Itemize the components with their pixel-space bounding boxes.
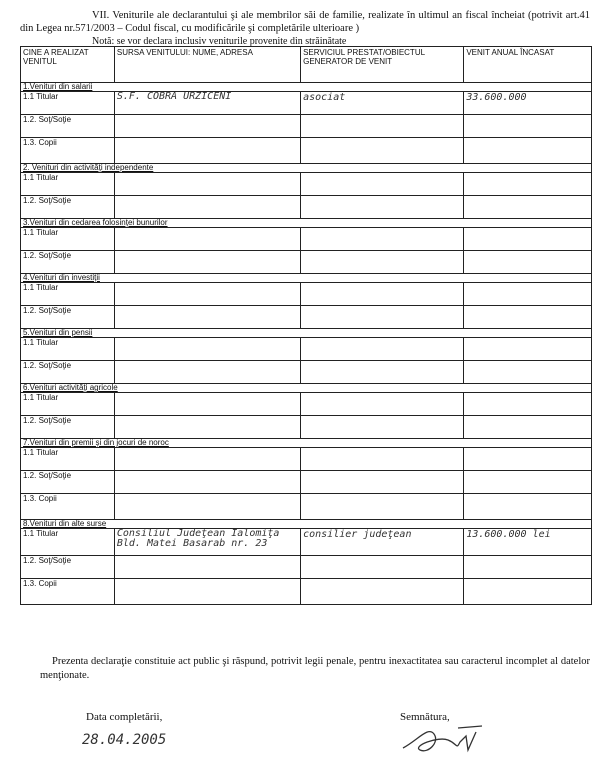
row-source — [114, 416, 300, 439]
row-who: 1.1 Titular — [21, 448, 115, 471]
row-service — [301, 338, 464, 361]
table-row — [21, 173, 592, 196]
section-title: 6.Venituri activităţi agricole — [21, 384, 592, 393]
row-source — [114, 556, 300, 579]
row-service — [301, 416, 464, 439]
table-row — [21, 393, 592, 416]
note-text: Notă: se vor declara inclusiv veniturile provenite din străinătate — [92, 36, 347, 47]
row-who: 1.1 Titular — [21, 393, 115, 416]
table-row — [21, 579, 592, 605]
row-source — [114, 228, 300, 251]
row-who: 1.2. Soţ/Soţie — [21, 196, 115, 219]
section-title: 8.Venituri din alte surse — [21, 520, 592, 529]
row-source — [114, 393, 300, 416]
table-row — [21, 494, 592, 520]
row-amount — [464, 579, 592, 605]
row-amount — [464, 115, 592, 138]
row-amount — [464, 494, 592, 520]
row-source — [114, 283, 300, 306]
row-service — [301, 228, 464, 251]
row-source — [114, 338, 300, 361]
table-row — [21, 92, 592, 115]
col-header-who: CINE A REALIZAT VENITUL — [21, 47, 115, 83]
row-who: 1.2. Soţ/Soţie — [21, 251, 115, 274]
row-service — [301, 306, 464, 329]
table-row — [21, 556, 592, 579]
row-who: 1.1 Titular — [21, 283, 115, 306]
row-service — [301, 196, 464, 219]
table-row — [21, 529, 592, 556]
service-text: asociat — [303, 92, 346, 103]
table-row — [21, 361, 592, 384]
row-amount — [464, 228, 592, 251]
row-who: 1.2. Soţ/Soţie — [21, 556, 115, 579]
col-header-source: SURSA VENITULUI: NUME, ADRESA — [114, 47, 300, 83]
row-amount — [464, 173, 592, 196]
row-who: 1.2. Soţ/Soţie — [21, 416, 115, 439]
row-amount — [464, 138, 592, 164]
table-row — [21, 251, 592, 274]
row-service — [301, 494, 464, 520]
row-who: 1.3. Copii — [21, 494, 115, 520]
row-amount — [464, 448, 592, 471]
row-amount — [464, 361, 592, 384]
section-title: 3.Venituri din cedarea folosinţei bunurilor — [21, 219, 592, 228]
row-source — [114, 115, 300, 138]
row-who: 1.1 Titular — [21, 529, 115, 556]
table-row — [21, 228, 592, 251]
row-source — [114, 196, 300, 219]
row-amount — [464, 283, 592, 306]
row-amount — [464, 251, 592, 274]
signature-label: Semnătura, — [400, 711, 450, 723]
table-row — [21, 338, 592, 361]
income-table — [20, 46, 592, 605]
col-header-amount: VENIT ANUAL ÎNCASAT — [464, 47, 592, 83]
row-amount — [464, 471, 592, 494]
row-source — [114, 579, 300, 605]
row-who: 1.2. Soţ/Soţie — [21, 471, 115, 494]
row-service — [301, 579, 464, 605]
row-service — [301, 115, 464, 138]
row-who: 1.1 Titular — [21, 173, 115, 196]
row-service — [301, 92, 464, 115]
row-service — [301, 283, 464, 306]
row-source — [114, 471, 300, 494]
row-who: 1.2. Soţ/Soţie — [21, 306, 115, 329]
amount-text: 33.600.000 — [466, 92, 527, 103]
section-title: 2. Venituri din activităţi independente — [21, 164, 592, 173]
row-service — [301, 251, 464, 274]
date-label: Data completării, — [86, 711, 163, 723]
row-amount — [464, 393, 592, 416]
table-row — [21, 306, 592, 329]
section-title: 7.Venituri din premii şi din jocuri de noroc — [21, 439, 592, 448]
table-row — [21, 416, 592, 439]
row-service — [301, 529, 464, 556]
table-row — [21, 138, 592, 164]
row-service — [301, 471, 464, 494]
row-amount — [464, 556, 592, 579]
table-row — [21, 196, 592, 219]
row-who: 1.1 Titular — [21, 92, 115, 115]
service-text: consilier judeţean — [303, 529, 412, 540]
table-row — [21, 115, 592, 138]
row-source — [114, 306, 300, 329]
row-source — [114, 173, 300, 196]
row-amount — [464, 416, 592, 439]
row-who: 1.2. Soţ/Soţie — [21, 115, 115, 138]
row-who: 1.2. Soţ/Soţie — [21, 361, 115, 384]
row-service — [301, 556, 464, 579]
completion-date: 28.04.2005 — [82, 732, 167, 748]
row-who: 1.1 Titular — [21, 338, 115, 361]
row-source — [114, 494, 300, 520]
row-service — [301, 173, 464, 196]
row-who: 1.3. Copii — [21, 138, 115, 164]
row-amount — [464, 306, 592, 329]
source-address: Bld. Matei Basarab nr. 23 — [116, 538, 268, 549]
row-service — [301, 448, 464, 471]
row-amount — [464, 529, 592, 556]
row-source — [114, 361, 300, 384]
legal-statement: Prezenta declaraţie constituie act public şi răspund, potrivit legii penale, pentru inexactitatea sau caracterul incomplet al datelor menţionate. — [40, 656, 590, 681]
row-service — [301, 361, 464, 384]
section-title: 4.Venituri din investiţii — [21, 274, 592, 283]
row-service — [301, 393, 464, 416]
col-header-service: SERVICIUL PRESTAT/OBIECTUL GENERATOR DE VENIT — [301, 47, 464, 83]
table-row — [21, 448, 592, 471]
row-source — [114, 92, 300, 115]
source-text: Consiliul Judeţean Ialomiţa — [116, 528, 280, 539]
row-amount — [464, 196, 592, 219]
amount-text: 13.600.000 lei — [466, 529, 551, 540]
row-source — [114, 251, 300, 274]
row-who: 1.1 Titular — [21, 228, 115, 251]
row-amount — [464, 92, 592, 115]
row-who: 1.3. Copii — [21, 579, 115, 605]
signature-mark — [398, 720, 488, 760]
table-row — [21, 283, 592, 306]
source-text: S.F. COBRA URZICENI — [116, 91, 232, 102]
row-source — [114, 529, 300, 556]
row-source — [114, 138, 300, 164]
section-title: 1.Venituri din salarii — [21, 83, 592, 92]
row-source — [114, 448, 300, 471]
row-amount — [464, 338, 592, 361]
row-service — [301, 138, 464, 164]
section-title: 5.Venituri din pensii — [21, 329, 592, 338]
table-row — [21, 471, 592, 494]
section-heading: VII. Veniturile ale declarantului şi ale membrilor săi de familie, realizate în ultimul an fiscal încheiat (potrivit art.41 din Legea nr.571/2003 – Codul fiscal, cu modificările şi completările ulterioare ) — [20, 10, 590, 34]
